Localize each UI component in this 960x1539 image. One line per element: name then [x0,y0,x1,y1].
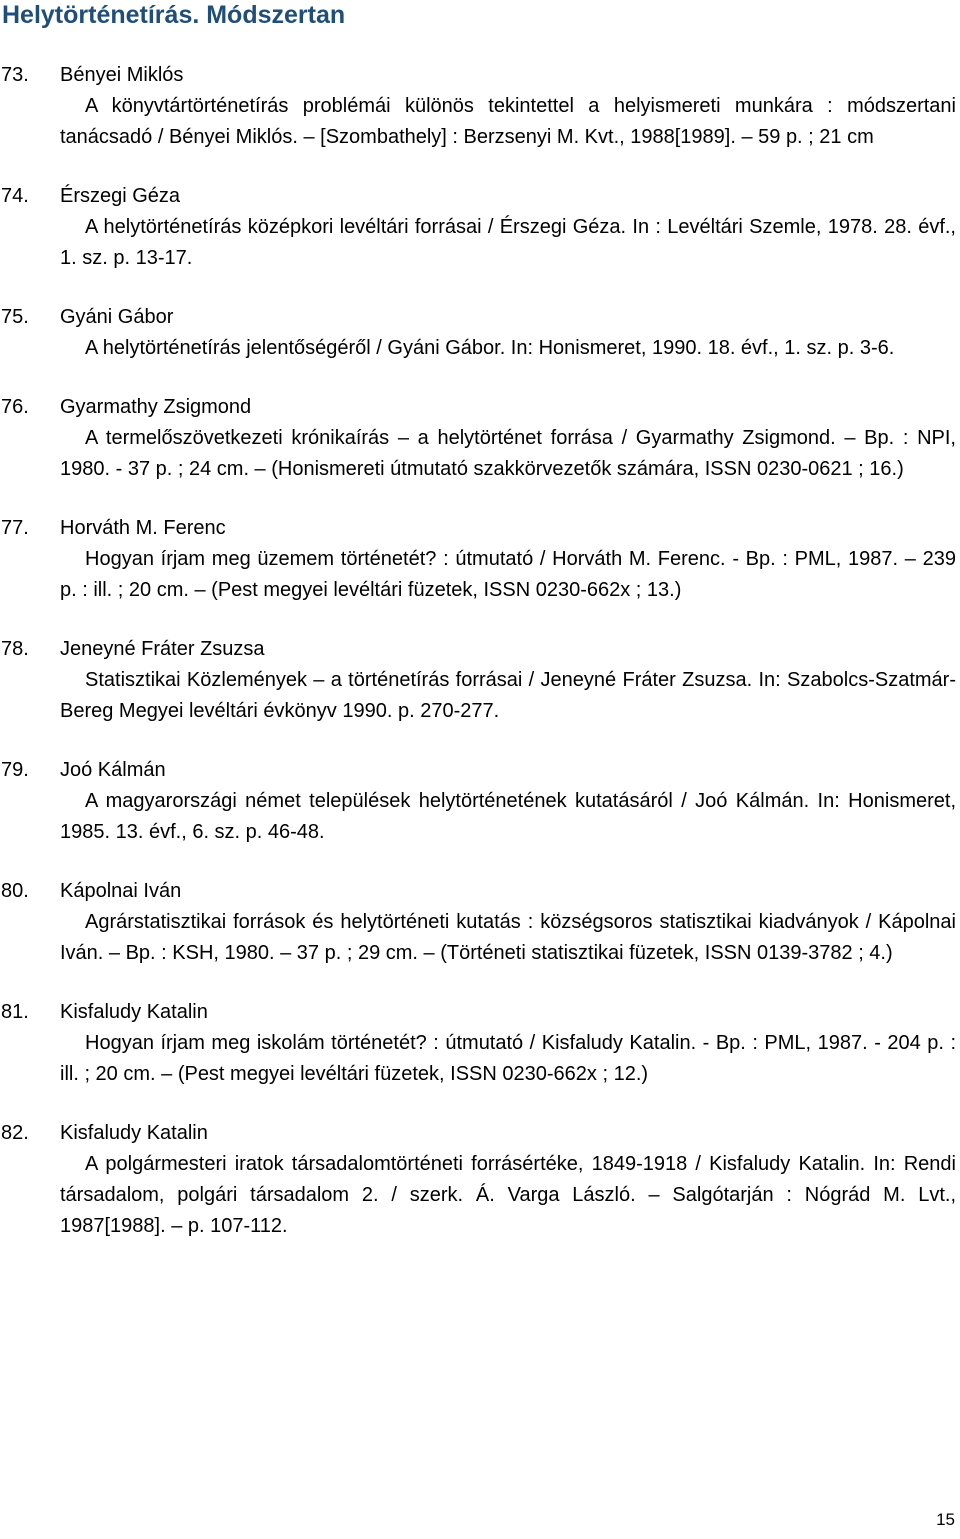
bibliography-entry [0,60,960,153]
entry-number: 77. [1,517,29,539]
entry-number: 81. [1,1001,29,1023]
bibliography-entry [0,1118,960,1242]
entry-description: A könyvtártörténetírás problémái különös tekintettel a helyismereti munkára : módszertani tanácsadó / Bényei Miklós. – [Szombathely] : Berzsenyi M. Kvt., 1988[1989]. – 59 p. ; 21 cm [60,95,956,148]
entry-description: Agrárstatisztikai források és helytörténeti kutatás : községsoros statisztikai kiadványok / Kápolnai Iván. – Bp. : KSH, 1980. – 37 p. ; 29 cm. – (Történeti statisztikai füzetek, ISSN 0139-3782 ; 4.) [60,911,956,964]
entry-description: Hogyan írjam meg iskolám történetét? : útmutató / Kisfaludy Katalin. - Bp. : PML, 1987. - 204 p. : ill. ; 20 cm. – (Pest megyei levéltári füzetek, ISSN 0230-662x ; 12.) [60,1032,956,1085]
entry-number: 82. [1,1122,29,1144]
entry-number: 79. [1,759,29,781]
page-title: Helytörténetírás. Módszertan [2,1,346,29]
entry-author: Horváth M. Ferenc [60,517,226,539]
entry-description: Statisztikai Közlemények – a történetírás forrásai / Jeneyné Fráter Zsuzsa. In: Szabolcs-Szatmár-Bereg Megyei levéltári évkönyv 1990. p. 270-277. [60,669,956,722]
entry-author: Gyarmathy Zsigmond [60,396,252,418]
entry-author: Kisfaludy Katalin [60,1001,208,1023]
entry-number: 74. [1,185,29,207]
entry-author: Gyáni Gábor [60,306,174,328]
page-number: 15 [936,1510,955,1529]
bibliography-entry [0,181,960,274]
entry-description: A termelőszövetkezeti krónikaírás – a helytörténet forrása / Gyarmathy Zsigmond. – Bp. : NPI, 1980. - 37 p. ; 24 cm. – (Honismereti útmutató szakkörvezetők számára, ISSN 0230-0621 ; 16.) [60,427,956,480]
bibliography-entry [0,634,960,727]
bibliography-entry [0,392,960,485]
bibliography-entry [0,876,960,969]
entry-author: Kisfaludy Katalin [60,1122,208,1144]
bibliography-entry [0,302,960,364]
entry-description: A helytörténetírás jelentőségéről / Gyáni Gábor. In: Honismeret, 1990. 18. évf., 1. sz. p. 3-6. [85,337,895,359]
entry-description: Hogyan írjam meg üzemem történetét? : útmutató / Horváth M. Ferenc. - Bp. : PML, 1987. – 239 p. : ill. ; 20 cm. – (Pest megyei levéltári füzetek, ISSN 0230-662x ; 13.) [60,548,956,601]
bibliography-entry [0,997,960,1090]
entry-author: Jeneyné Fráter Zsuzsa [60,638,265,660]
entry-number: 80. [1,880,29,902]
bibliography-entry [0,755,960,848]
entry-number: 78. [1,638,29,660]
entry-author: Érszegi Géza [60,185,181,207]
bibliography-entry [0,513,960,606]
entry-description: A polgármesteri iratok társadalomtörténeti forrásértéke, 1849-1918 / Kisfaludy Katalin. In: Rendi társadalom, polgári társadalom 2. / szerk. Á. Varga László. – Salgótarján : Nógrád M. Lvt., 1987[1988]. – p. 107-112. [60,1153,956,1237]
entry-number: 75. [1,306,29,328]
entry-description: A magyarországi német települések helytörténetének kutatásáról / Joó Kálmán. In: Honismeret, 1985. 13. évf., 6. sz. p. 46-48. [60,790,956,843]
bibliography-list [0,60,960,1270]
entry-author: Kápolnai Iván [60,880,182,902]
entry-number: 76. [1,396,29,418]
entry-author: Bényei Miklós [60,64,184,86]
entry-number: 73. [1,64,29,86]
entry-author: Joó Kálmán [60,759,166,781]
entry-description: A helytörténetírás középkori levéltári forrásai / Érszegi Géza. In : Levéltári Szemle, 1978. 28. évf., 1. sz. p. 13-17. [60,216,956,269]
